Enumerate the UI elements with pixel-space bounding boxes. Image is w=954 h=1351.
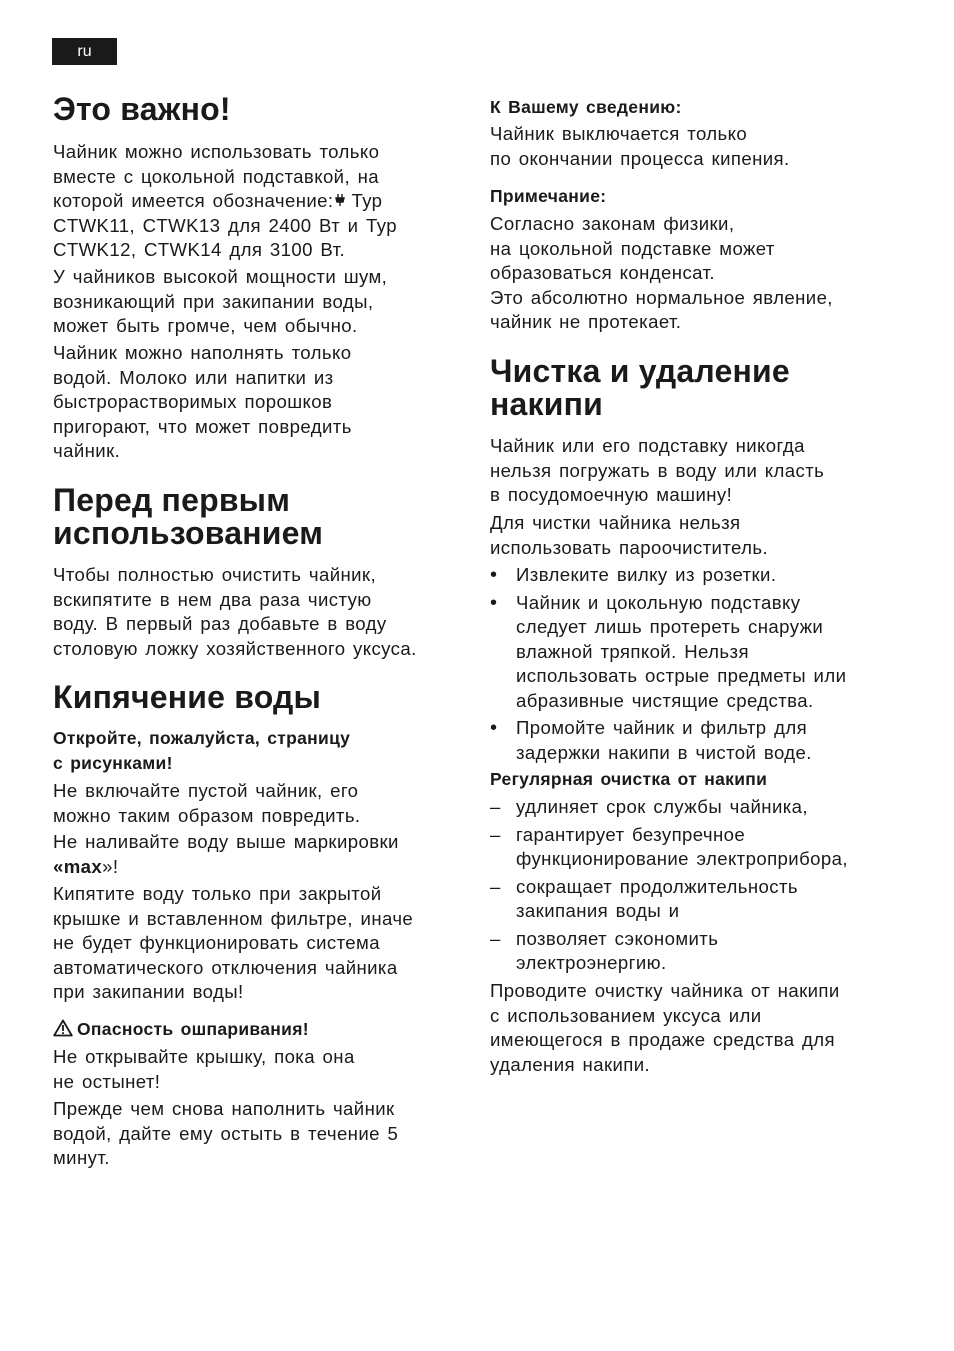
text-line: позволяет сэкономить: [516, 927, 719, 949]
text-line: удлиняет срок службы чайника,: [516, 796, 808, 817]
text-line: пригорают, что может повредить: [53, 415, 352, 437]
section-important: [53, 93, 473, 126]
section-first-use: [53, 484, 473, 550]
first-use-paragraph: [53, 563, 473, 661]
text-line: Не наливайте воду выше маркировки: [53, 831, 399, 852]
note-heading: Примечание:: [490, 186, 607, 206]
dash-marker: –: [490, 875, 501, 897]
text-line: удаления накипи.: [490, 1053, 651, 1075]
important-paragraph-2: [53, 265, 473, 339]
text-line: не остынет!: [53, 1070, 161, 1092]
text-line: Для чистки чайника нельзя: [490, 512, 741, 533]
text-line: Чайник выключается только: [490, 123, 748, 144]
text-line: [53, 855, 473, 880]
title-line: Перед первым: [53, 482, 291, 518]
text-line: можно таким образом повредить.: [53, 804, 361, 826]
text-line: чайник.: [53, 440, 121, 461]
text-line: абразивные чистящие средства.: [516, 689, 814, 711]
language-tab: ru: [52, 38, 117, 65]
note-paragraph: [490, 212, 900, 335]
text-line: Проводите очистку чайника от накипи: [490, 980, 840, 1001]
bullet-marker: •: [490, 591, 498, 614]
text-line: следует лишь протереть снаружи: [516, 616, 824, 637]
text-line: на цокольной подставке может: [490, 237, 775, 259]
text-line: в посудомоечную машину!: [490, 484, 733, 505]
text-line: Не открывайте крышку, пока она: [53, 1046, 355, 1067]
dash-marker: –: [490, 796, 501, 817]
title-line: Чистка и удаление: [490, 353, 790, 389]
list-item: [490, 927, 900, 976]
text-line: Откройте, пожалуйста, страницу: [53, 728, 351, 748]
bullet-marker: •: [490, 564, 498, 586]
text-line: закипания воды и: [516, 900, 680, 921]
text-line: Кипятите воду только при закрытой: [53, 883, 382, 904]
boiling-paragraph-5: [53, 1097, 473, 1171]
text-line: минут.: [53, 1147, 110, 1168]
text-line: крышке и вставленном фильтре, иначе: [53, 907, 414, 929]
section-title-cleaning: [490, 355, 900, 421]
text-line: с рисунками!: [53, 752, 173, 773]
text-line: чайник не протекает.: [490, 311, 682, 332]
boiling-paragraph-2: [53, 830, 473, 879]
text-line: Чайник можно использовать только: [53, 141, 380, 162]
text-line: воду. В первый раз добавьте в воду: [53, 613, 387, 634]
boiling-paragraph-3: [53, 882, 473, 1005]
text-line-part: Тур: [351, 190, 383, 211]
text-line: У чайников высокой мощности шум,: [53, 266, 388, 287]
text-line: при закипании воды!: [53, 981, 244, 1002]
text-line: вместе с цокольной подставкой, на: [53, 165, 380, 187]
text-line: нельзя погружать в воду или класть: [490, 459, 825, 481]
quote-close: »!: [102, 855, 119, 877]
text-line: влажной тряпкой. Нельзя: [516, 640, 749, 662]
list-item: [490, 823, 900, 872]
boiling-subheading: [53, 726, 473, 775]
text-line: электроэнергию.: [516, 952, 667, 973]
list-item: [490, 591, 900, 714]
dash-marker: –: [490, 927, 501, 949]
text-line: Чайник или его подставку никогда: [490, 435, 805, 456]
text-line: Чтобы полностью очистить чайник,: [53, 564, 377, 585]
text-line: не будет функционировать система: [53, 932, 380, 953]
title-line: использованием: [53, 515, 324, 551]
max-marking: max: [63, 855, 103, 877]
descaling-benefits-list: [490, 795, 900, 976]
cleaning-paragraph-1: [490, 434, 900, 508]
important-paragraph-3: [53, 341, 473, 464]
text-line: водой, дайте ему остыть в течение 5: [53, 1122, 399, 1144]
base-symbol-icon: [335, 193, 345, 207]
list-item: [490, 875, 900, 924]
cleaning-final-paragraph: [490, 979, 900, 1077]
text-line: Согласно законам физики,: [490, 213, 735, 234]
section-title-important: Это важно!: [53, 91, 231, 127]
dash-marker: –: [490, 823, 501, 845]
text-line: Это абсолютно нормальное явление,: [490, 286, 833, 308]
text-line: сокращает продолжительность: [516, 875, 798, 897]
text-line: быстрорастворимых порошков: [53, 391, 333, 412]
text-line: гарантирует безупречное: [516, 823, 746, 845]
section-boiling: [53, 681, 473, 714]
text-line: водой. Молоко или напитки из: [53, 366, 334, 388]
quote-open: «: [53, 855, 64, 877]
text-line: Чайник и цокольную подставку: [516, 591, 801, 613]
text-line: [53, 189, 473, 214]
text-line: столовую ложку хозяйственного уксуса.: [53, 637, 417, 659]
text-line: Извлеките вилку из розетки.: [516, 564, 777, 585]
text-line: автоматического отключения чайника: [53, 956, 398, 978]
section-title-first-use: [53, 484, 473, 550]
warning-heading: [53, 1017, 473, 1042]
section-cleaning: [490, 355, 900, 421]
cleaning-paragraph-2: [490, 511, 900, 560]
text-line: CTWK11, CTWK13 для 2400 Вт и Тур: [53, 214, 397, 236]
text-line: возникающий при закипании воды,: [53, 290, 374, 312]
text-line-part: которой имеется обозначение:: [53, 190, 334, 211]
text-line: Чайник можно наполнять только: [53, 342, 352, 363]
text-line: имеющегося в продаже средства для: [490, 1029, 836, 1050]
info-heading: К Вашему сведению:: [490, 97, 682, 117]
text-line: использовать пароочиститель.: [490, 536, 769, 558]
cleaning-bullet-list: [490, 563, 900, 765]
text-line: функционирование электроприбора,: [516, 848, 848, 869]
section-title-boiling: Кипячение воды: [53, 679, 322, 715]
text-line: CTWK12, CTWK14 для 3100 Вт.: [53, 239, 346, 260]
bullet-marker: •: [490, 717, 498, 739]
text-line: задержки накипи в чистой воде.: [516, 741, 812, 763]
text-line: с использованием уксуса или: [490, 1004, 762, 1026]
warning-text: Опасность ошпаривания!: [77, 1019, 309, 1039]
list-item: [490, 716, 900, 765]
boiling-paragraph-1: [53, 779, 473, 828]
regular-descaling-heading: Регулярная очистка от накипи: [490, 769, 768, 789]
warning-triangle-icon: [53, 1019, 73, 1037]
text-line: может быть громче, чем обычно.: [53, 315, 358, 336]
info-paragraph: [490, 122, 900, 171]
important-paragraph-1: [53, 140, 473, 263]
title-line: накипи: [490, 386, 604, 422]
text-line: по окончании процесса кипения.: [490, 147, 790, 169]
list-item: [490, 563, 900, 588]
text-line: образоваться конденсат.: [490, 262, 715, 283]
text-line: использовать острые предметы или: [516, 665, 847, 686]
text-line: вскипятите в нем два раза чистую: [53, 588, 372, 610]
text-line: Не включайте пустой чайник, его: [53, 780, 359, 801]
boiling-paragraph-4: [53, 1045, 473, 1094]
text-line: Прежде чем снова наполнить чайник: [53, 1098, 395, 1119]
text-line: Промойте чайник и фильтр для: [516, 717, 808, 738]
list-item: [490, 795, 900, 820]
